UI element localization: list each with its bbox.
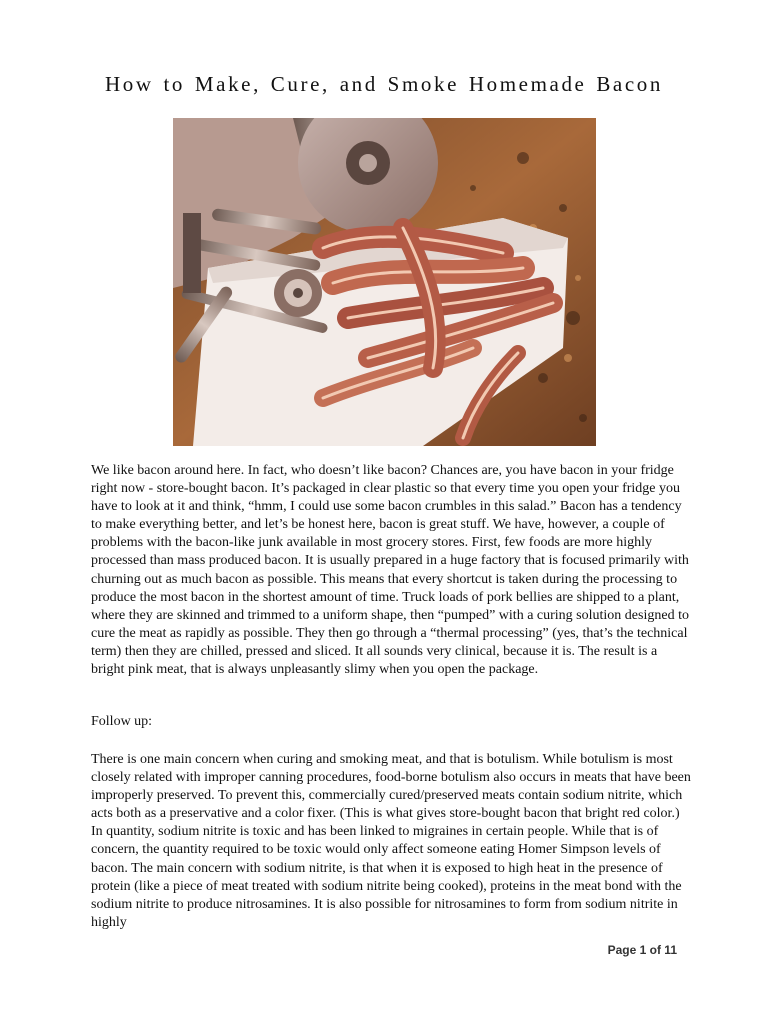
body-paragraph: We like bacon around here. In fact, who doesn’t like bacon? Chances are, you have bacon in your fridge right now - store-bought bacon. It’s packaged in clear plastic so that every time you open your fridge you have to look at it and think, “hmm, I could use some bacon crumbles in this salad.” Bacon has a tendency to make everything better, and let’s be honest here, bacon is great stuff. We have, however, a couple of problems with the bacon-like junk available in most grocery stores. First, few foods are more highly processed than mass produced bacon. It is usually prepared in a huge factory that is focused primarily with churning out as much bacon as possible. This means that every shortcut is taken during the processing to produce the most bacon in the shortest amount of time. Truck loads of pork bellies are shipped to a plant, where they are skinned and trimmed to a uniform shape, then “pumped” with a curing solution designed to cure the meat as rapidly as possible. They then go through a “thermal processing” (yes, that’s the technical term) then they are chilled, pressed and sliced. It all sounds very clinical, because it is. The result is a bright pink meat, that is always unpleasantly slimy when you open the package. (91, 463, 689, 678)
page-number: Page 1 of 11 (607, 943, 677, 957)
page-title: How to Make, Cure, and Smoke Homemade Bacon (105, 72, 663, 96)
body-paragraph: There is one main concern when curing and smoking meat, and that is botulism. While botulism is most closely related with improper canning procedures, food-borne botulism also occurs in meats that have been improperly preserved. To prevent this, commercially cured/preserved meats contain sodium nitrite, which acts both as a preservative and a color fixer. (This is what gives store-bought bacon that bright red color.) In quantity, sodium nitrite is toxic and has been linked to migraines in certain people. While that is of concern, the quantity required to be toxic would only affect someone eating Homer Simpson levels of bacon. The main concern with sodium nitrite, is that when it is exposed to high heat in the presence of protein (like a piece of meat treated with sodium nitrite being cooked), proteins in the meat bond with the sodium nitrite to produce nitrosamines. It is also possible for nitrosamines to form from sodium nitrite in highly (91, 752, 691, 930)
follow-up-label: Follow up: (91, 714, 153, 729)
bacon-slicer-photo (173, 118, 596, 446)
